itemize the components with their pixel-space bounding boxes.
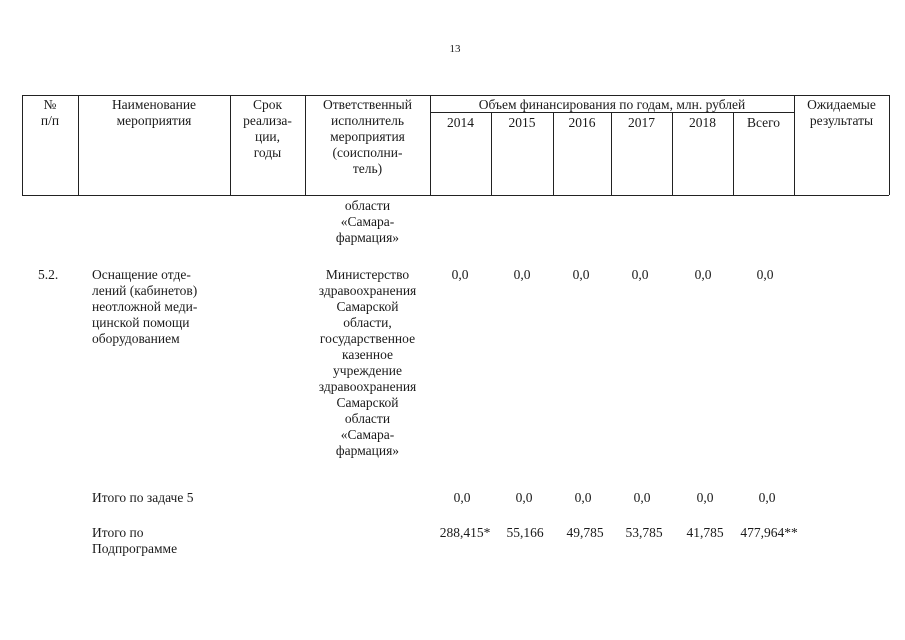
header-year-2015: 2015	[508, 115, 536, 130]
row-value-2015: 0,0	[513, 267, 531, 282]
row-name: Оснащение отде- лений (кабинетов) неотложной меди- цинской помощи оборудованием	[92, 267, 198, 346]
header-year-2014: 2014	[447, 115, 474, 130]
table-top-border	[22, 95, 889, 96]
header-col-executor: Ответственный исполнитель мероприятия (соисполни- тель)	[323, 97, 412, 176]
col-divider	[889, 95, 890, 195]
row-executor: Министерство здравоохранения Самарской области, государственное казенное учреждение здравоохранения Самарской области «Самара- фармация»	[318, 267, 417, 458]
total-task-total: 0,0	[758, 490, 776, 505]
header-col-finance: Объем финансирования по годам, млн. рублей	[478, 97, 746, 112]
row-value-2016: 0,0	[572, 267, 590, 282]
total-subprogram-2018: 41,785	[686, 525, 724, 540]
total-subprogram-2015: 55,166	[506, 525, 544, 540]
total-task-label: Итого по задаче 5	[92, 490, 194, 505]
total-subprogram-2016: 49,785	[566, 525, 604, 540]
header-col-results: Ожидаемые результаты	[807, 97, 876, 128]
total-task-2015: 0,0	[515, 490, 533, 505]
row-value-2018: 0,0	[694, 267, 712, 282]
page-number: 13	[449, 43, 461, 55]
header-total: Всего	[746, 115, 781, 130]
header-year-2018: 2018	[689, 115, 716, 130]
total-subprogram-2017: 53,785	[625, 525, 663, 540]
total-task-2016: 0,0	[574, 490, 592, 505]
header-year-2016: 2016	[568, 115, 596, 130]
row-value-total: 0,0	[756, 267, 774, 282]
header-year-2017: 2017	[628, 115, 655, 130]
total-subprogram-2014: 288,415*	[439, 525, 491, 540]
total-task-2017: 0,0	[633, 490, 651, 505]
total-subprogram-label: Итого по Подпрограмме	[92, 525, 178, 556]
continuation-executor: области «Самара- фармация»	[335, 198, 400, 245]
header-bottom-border	[22, 195, 889, 196]
header-col-name: Наименование мероприятия	[111, 97, 197, 128]
total-task-2014: 0,0	[453, 490, 471, 505]
total-subprogram-total: 477,964**	[740, 525, 798, 540]
row-value-2014: 0,0	[451, 267, 469, 282]
row-value-2017: 0,0	[631, 267, 649, 282]
header-col-term: Срок реализа- ции, годы	[243, 97, 292, 160]
total-task-2018: 0,0	[696, 490, 714, 505]
header-col-number: № п/п	[40, 97, 60, 128]
row-number: 5.2.	[38, 267, 59, 282]
